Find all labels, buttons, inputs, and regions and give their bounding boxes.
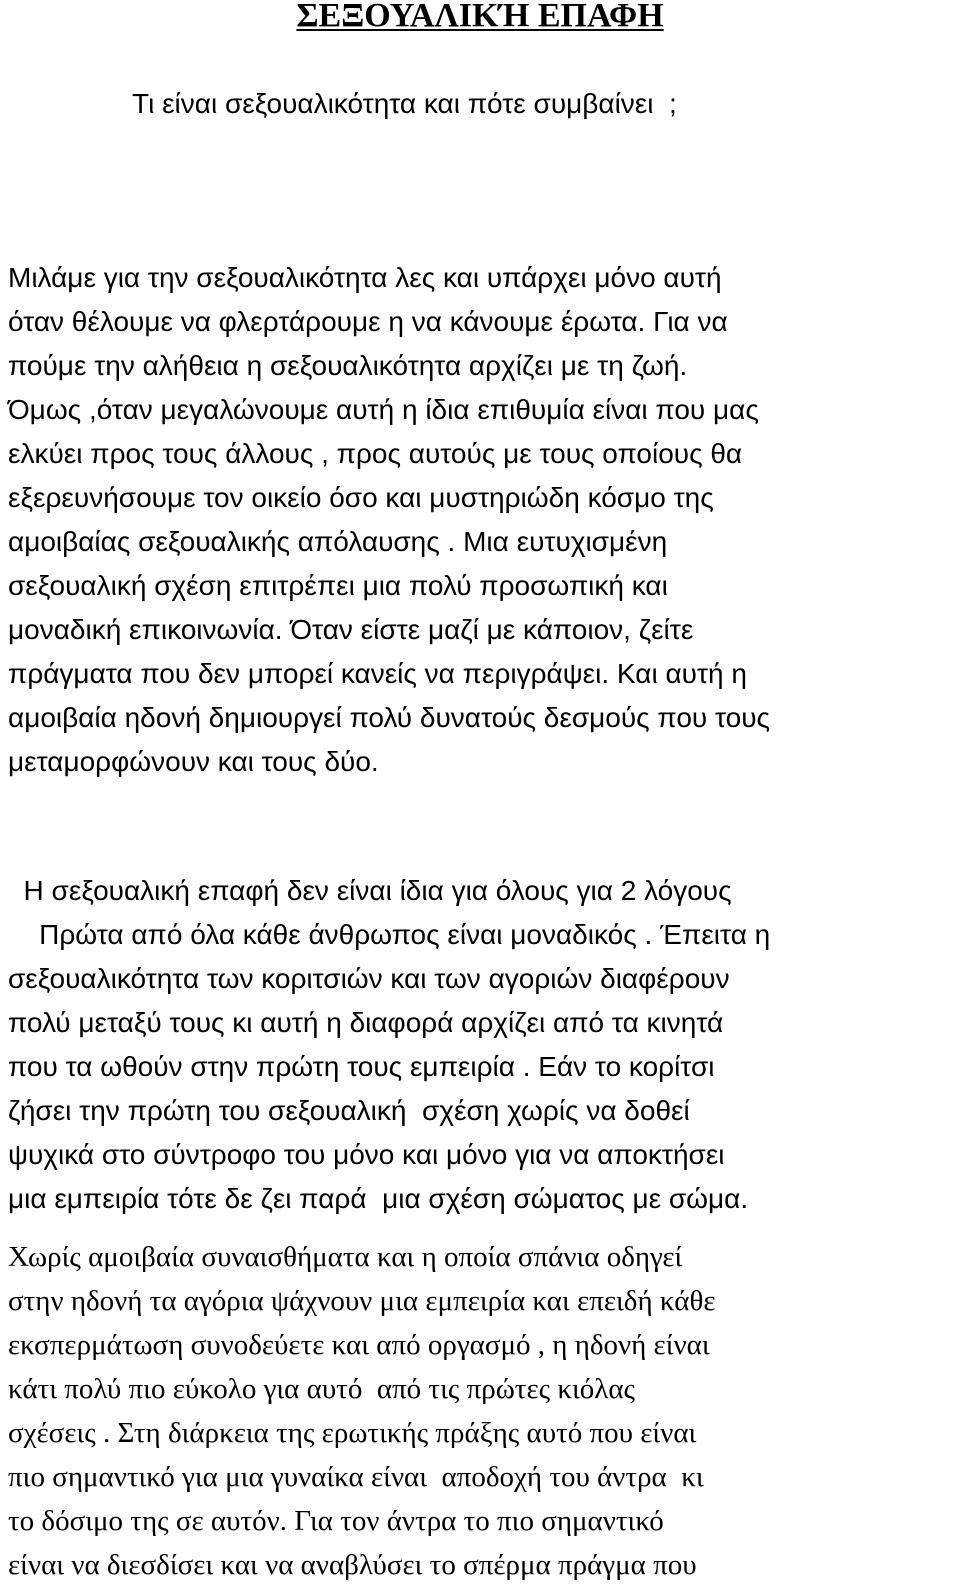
text-line: σεξουαλική σχέση επιτρέπει μια πολύ προσωπική και: [8, 570, 668, 601]
text-line: Χωρίς αμοιβαία συναισθήματα και η οποία σπάνια οδηγεί: [8, 1241, 683, 1273]
paragraph-differences: [8, 869, 960, 1221]
paragraph-continuation: [8, 1235, 960, 1587]
text-line: κάτι πολύ πιο εύκολο για αυτό από τις πρώτες κιόλας: [8, 1373, 636, 1405]
text-line: ζήσει την πρώτη του σεξουαλική σχέση χωρίς να δοθεί: [8, 1095, 690, 1126]
text-line: ελκύει προς τους άλλους , προς αυτούς με τους οποίους θα: [8, 438, 743, 469]
text-line: μεταμορφώνουν και τους δύο.: [8, 746, 379, 777]
text-line: πούμε την αλήθεια η σεξουαλικότητα αρχίζει με τη ζωή.: [8, 350, 688, 381]
text-line: αμοιβαία ηδονή δημιουργεί πολύ δυνατούς δεσμούς που τους: [8, 702, 771, 733]
text-line: στην ηδονή τα αγόρια ψάχνουν μια εμπειρία και επειδή κάθε: [8, 1285, 716, 1317]
text-line: Μιλάμε για την σεξουαλικότητα λες και υπάρχει μόνο αυτή: [8, 262, 722, 293]
text-line: Πρώτα από όλα κάθε άνθρωπος είναι μοναδικός . Έπειτα η: [8, 919, 771, 950]
text-line: που τα ωθούν στην πρώτη τους εμπειρία . Εάν το κορίτσι: [8, 1051, 715, 1082]
text-line: Όμως ,όταν μεγαλώνουμε αυτή η ίδια επιθυμία είναι που μας: [8, 394, 759, 425]
text-line: Η σεξουαλική επαφή δεν είναι ίδια για όλους για 2 λόγους: [8, 875, 732, 906]
document-subtitle: Τι είναι σεξουαλικότητα και πότε συμβαίνει ;: [132, 88, 677, 119]
text-line: μοναδική επικοινωνία. Όταν είστε μαζί με κάποιον, ζείτε: [8, 614, 694, 645]
document-title-text: ΣΕΞΟΥΑΛΙΚΉ ΕΠΑΦΗ: [296, 0, 664, 34]
text-line: πολύ μεταξύ τους κι αυτή η διαφορά αρχίζει από τα κινητά: [8, 1007, 724, 1038]
text-line: αμοιβαίας σεξουαλικής απόλαυσης . Μια ευτυχισμένη: [8, 526, 668, 557]
text-line: είναι να διεσδίσει και να αναβλύσει το σπέρμα πράγμα που: [8, 1549, 697, 1581]
text-line: όταν θέλουμε να φλερτάρουμε η να κάνουμε έρωτα. Για να: [8, 306, 728, 337]
text-line: πιο σημαντικό για μια γυναίκα είναι αποδοχή του άντρα κι: [8, 1461, 704, 1493]
text-line: το δόσιμο της σε αυτόν. Για τον άντρα το πιο σημαντικό: [8, 1505, 664, 1537]
text-line: πράγματα που δεν μπορεί κανείς να περιγράψει. Και αυτή η: [8, 658, 747, 689]
document-title: [0, 0, 960, 38]
text-line: εξερευνήσουμε τον οικείο όσο και μυστηριώδη κόσμο της: [8, 482, 714, 513]
text-line: σχέσεις . Στη διάρκεια της ερωτικής πράξης αυτό που είναι: [8, 1417, 697, 1449]
text-line: μια εμπειρία τότε δε ζει παρά μια σχέση σώματος με σώμα.: [8, 1183, 749, 1214]
text-line: σεξουαλικότητα των κοριτσιών και των αγοριών διαφέρουν: [8, 963, 730, 994]
paragraph-intro: [8, 256, 960, 784]
text-line: εκσπερμάτωση συνοδεύετε και από οργασμό , η ηδονή είναι: [8, 1329, 710, 1361]
text-line: ψυχικά στο σύντροφο του μόνο και μόνο για να αποκτήσει: [8, 1139, 725, 1170]
